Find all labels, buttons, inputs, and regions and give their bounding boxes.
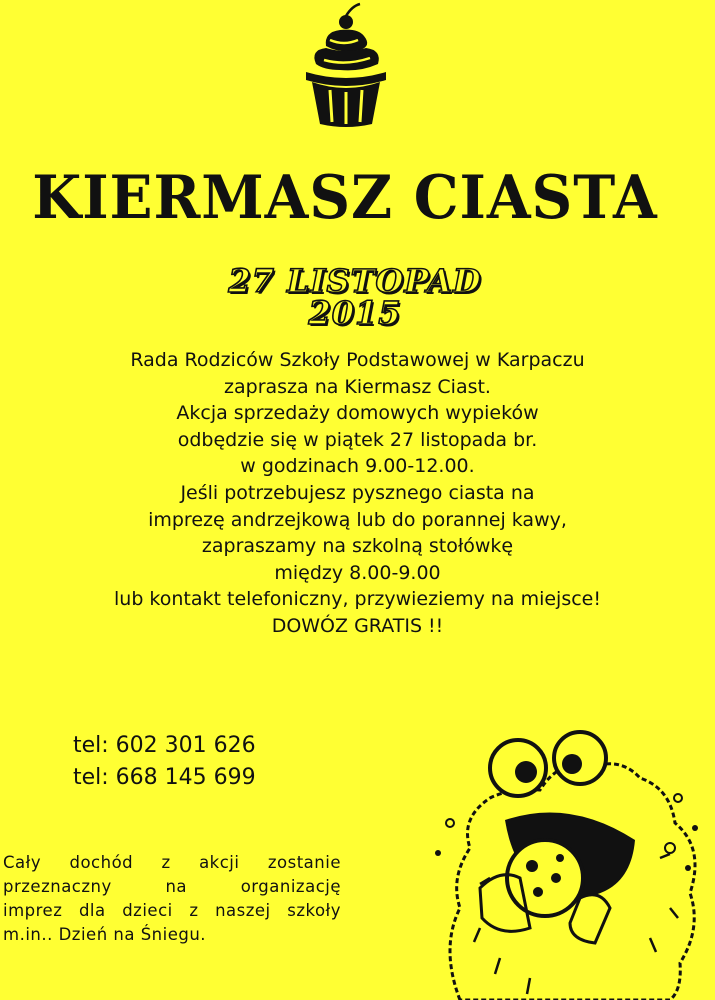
announcement-line: między 8.00-9.00 <box>274 561 441 584</box>
phone-number: tel: 668 145 699 <box>73 765 256 790</box>
announcement-text <box>0 347 715 640</box>
announcement-line: w godzinach 9.00-12.00. <box>240 455 475 478</box>
note-line: Cały dochód z akcji zostanie <box>3 853 341 872</box>
announcement-line: Akcja sprzedaży domowych wypieków <box>176 402 539 425</box>
announcement-line: lub kontakt telefoniczny, przywieziemy na miejsce! <box>114 588 601 611</box>
announcement-line: Jeśli potrzebujesz pysznego ciasta na <box>180 481 535 504</box>
announcement-line: zaprasza na Kiermasz Ciast. <box>224 375 491 398</box>
event-date: 27 LISTOPAD 2015 <box>228 262 482 332</box>
note-line: imprez dla dzieci z naszej szkoły <box>3 901 341 920</box>
note-line: m.in.. Dzień na Śniegu. <box>3 925 207 944</box>
cookie-monster-illustration <box>420 728 715 1000</box>
phone-number: tel: 602 301 626 <box>73 733 256 758</box>
announcement-line: zapraszamy na szkolną stołówkę <box>201 535 514 558</box>
announcement-line: Rada Rodziców Szkoły Podstawowej w Karpaczu <box>130 349 585 371</box>
announcement-line: odbędzie się w piątek 27 listopada br. <box>177 428 538 451</box>
cupcake-icon <box>300 2 392 130</box>
note-line: przeznaczny na organizację <box>3 877 341 896</box>
poster-title: KIERMASZ CIASTA <box>32 163 658 233</box>
announcement-line: DOWÓZ GRATIS !! <box>271 614 444 637</box>
proceeds-note <box>3 851 341 947</box>
announcement-line: imprezę andrzejkową lub do porannej kawy, <box>148 508 567 531</box>
phone-list <box>73 730 256 794</box>
